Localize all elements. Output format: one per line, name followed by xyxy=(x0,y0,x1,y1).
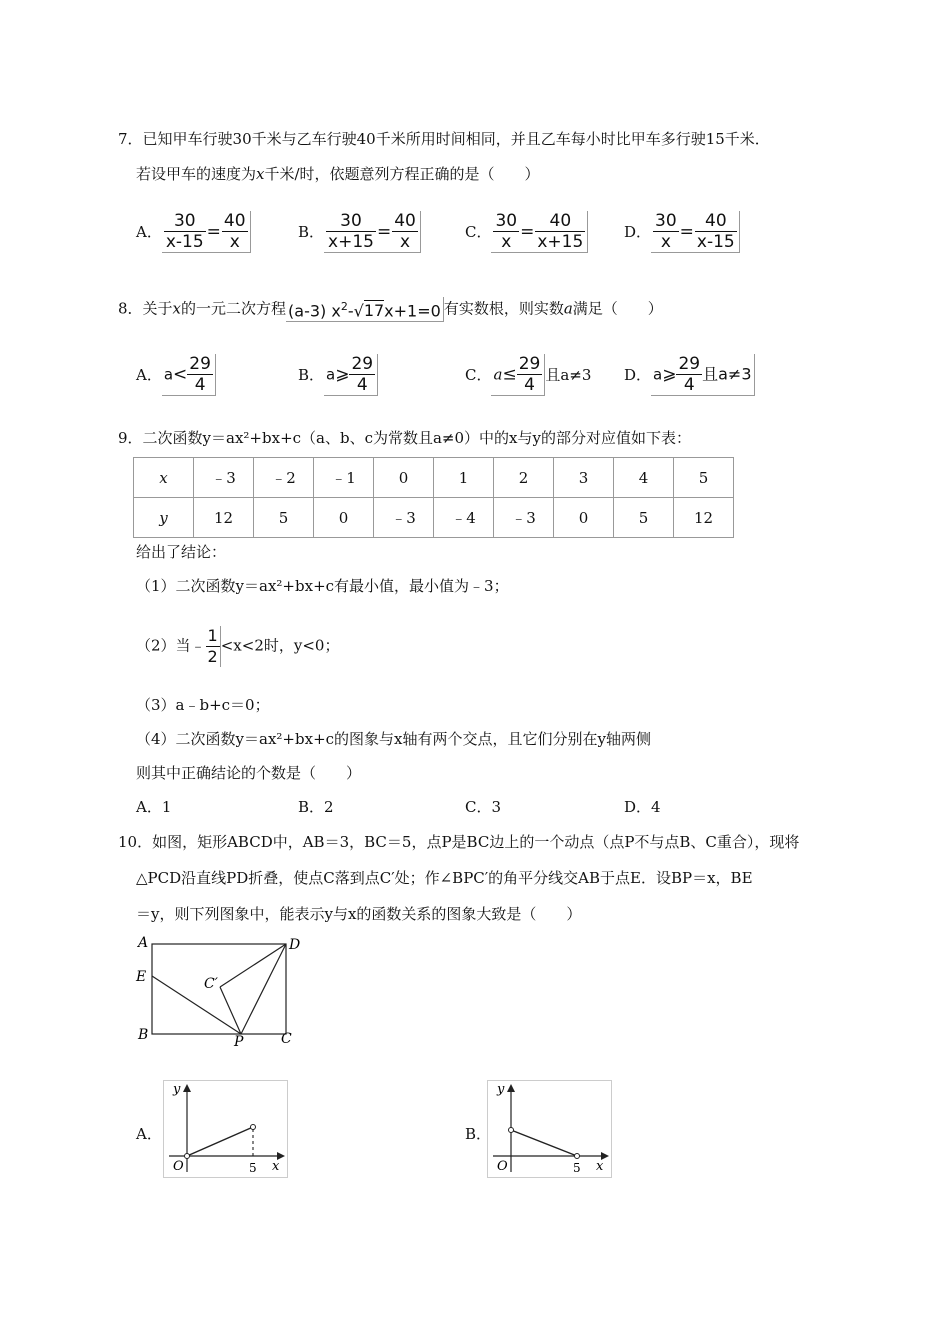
q8-option-a[interactable] xyxy=(136,354,216,396)
denominator: x-15 xyxy=(696,232,735,252)
q9-y-label: y xyxy=(134,498,194,538)
q9-option-c[interactable]: C．3 xyxy=(465,798,502,816)
q7-option-label: A． xyxy=(136,223,162,241)
equals-sign: = xyxy=(520,221,535,242)
q9-x-cell: 5 xyxy=(674,458,734,498)
q7-fraction-left xyxy=(653,211,679,252)
q8-equation xyxy=(286,297,444,322)
graph-a-open-point xyxy=(251,1125,256,1130)
label-b: B xyxy=(138,1027,149,1043)
q9-y-cell: ﹣3 xyxy=(374,498,434,538)
graph-a-x-label: x xyxy=(272,1159,280,1174)
q8-relation: ≤ xyxy=(502,364,517,385)
graph-a-y-label: y xyxy=(173,1082,181,1097)
q9-y-cell: ﹣3 xyxy=(494,498,554,538)
q7-equation xyxy=(651,211,740,253)
q9-conclusion-4: （4）二次函数y＝ax²+bx+c的图象与x轴有两个交点，且它们分别在y轴两侧 xyxy=(136,730,651,748)
q9-c2-den: 2 xyxy=(207,647,218,666)
denominator: x-15 xyxy=(165,232,204,252)
q7-fraction-right xyxy=(535,211,585,252)
denominator: x xyxy=(400,232,411,252)
q9-option-d[interactable]: D．4 xyxy=(624,798,661,816)
q9-x-cell: 0 xyxy=(374,458,434,498)
q9-x-cell: 1 xyxy=(434,458,494,498)
q10-rectangle-figure xyxy=(130,932,310,1050)
q8-extra: 且a≠3 xyxy=(545,366,592,384)
segment-c-prime-d xyxy=(220,944,286,987)
q8-inequality xyxy=(162,354,216,396)
q8-fraction xyxy=(187,354,213,395)
q9-x-label: x xyxy=(134,458,194,498)
q8-fraction xyxy=(517,354,543,395)
q8-lhs: a xyxy=(326,365,336,384)
graph-b-o-label: O xyxy=(497,1159,508,1174)
q10-line1: 10．如图，矩形ABCD中，AB＝3，BC＝5，点P是BC边上的一个动点（点P不与点B、C重合），现将 xyxy=(118,833,800,851)
q9-conclusion-1: （1）二次函数y＝ax²+bx+c有最小值，最小值为﹣3； xyxy=(136,577,509,595)
numerator: 30 xyxy=(495,211,518,231)
q9-y-cell: 5 xyxy=(614,498,674,538)
q8-eq-c: x+1=0 xyxy=(384,301,441,321)
q10-graph-b[interactable] xyxy=(487,1080,612,1178)
q7-option-label: D． xyxy=(624,223,652,241)
q10-line2: △PCD沿直线PD折叠，使点C落到点C′处；作∠BPC′的角平分线交AB于点E．设BP＝x，BE xyxy=(136,869,753,887)
q9-x-cell: ﹣2 xyxy=(254,458,314,498)
arrow-up-icon xyxy=(183,1084,191,1092)
q7-fraction-left xyxy=(493,211,519,252)
q8-inequality xyxy=(324,354,378,396)
q7-fraction-right xyxy=(392,211,418,252)
q7-option-d[interactable] xyxy=(624,211,740,253)
numerator: 30 xyxy=(655,211,677,231)
q10-line3: ＝y，则下列图象中，能表示y与x的函数关系的图象大致是（ ） xyxy=(136,905,582,923)
q8-option-label: C． xyxy=(465,366,492,384)
q9-x-cell: 2 xyxy=(494,458,554,498)
q8-eq-b: - xyxy=(347,301,354,321)
q8-var-a: a xyxy=(563,299,573,318)
q7-var-x: x xyxy=(256,165,265,183)
q9-x-cell: ﹣1 xyxy=(314,458,374,498)
q8-eq-a: (a-3) x xyxy=(288,301,341,321)
q8-var-x: x xyxy=(172,299,182,318)
denominator: x+15 xyxy=(537,232,584,252)
equals-sign: = xyxy=(206,221,221,242)
q8-stem xyxy=(118,297,663,322)
q9-intro: 9．二次函数y＝ax²+bx+c（a、b、c为常数且a≠0）中的x与y的部分对应值如下表： xyxy=(118,429,691,447)
q7-option-b[interactable] xyxy=(298,211,421,253)
graph-a-o-label: O xyxy=(173,1159,184,1174)
label-c-prime: C′ xyxy=(204,976,218,992)
q9-x-cell: 4 xyxy=(614,458,674,498)
denominator: 4 xyxy=(356,375,368,395)
q9-c2-pre: （2）当﹣ xyxy=(136,636,206,655)
q8-post2: 满足（ ） xyxy=(572,299,663,318)
q9-y-cell: 12 xyxy=(194,498,254,538)
numerator: 29 xyxy=(189,354,211,374)
q7-fraction-right xyxy=(695,211,737,252)
q7-fraction-left xyxy=(164,211,206,252)
q9-table-wrap xyxy=(133,457,734,538)
graph-b-y-label: y xyxy=(497,1082,505,1097)
q7-line1: 7．已知甲车行驶30千米与乙车行驶40千米所用时间相同，并且乙车每小时比甲车多行驶15千米． xyxy=(118,130,770,148)
q8-option-b[interactable] xyxy=(298,354,378,396)
q8-inequality xyxy=(491,354,545,396)
graph-a-line xyxy=(187,1127,253,1156)
q8-option-d[interactable] xyxy=(624,354,755,396)
label-a: A xyxy=(138,935,149,951)
q7-fraction-left xyxy=(326,211,376,252)
label-e: E xyxy=(136,969,147,985)
q7-equation xyxy=(324,211,421,253)
q7-option-label: C． xyxy=(465,223,492,241)
q10-option-b[interactable]: B． xyxy=(465,1125,492,1143)
q9-y-cell: 0 xyxy=(314,498,374,538)
denominator: x+15 xyxy=(328,232,374,252)
q9-y-cell: 0 xyxy=(554,498,614,538)
q8-fraction xyxy=(676,354,702,395)
numerator: 40 xyxy=(394,211,416,231)
q9-y-cell: 5 xyxy=(254,498,314,538)
segment-pd xyxy=(241,944,286,1034)
denominator: 4 xyxy=(524,375,535,395)
q8-mid: 的一元二次方程 xyxy=(181,299,287,318)
q8-relation: ⩾ xyxy=(335,364,350,385)
denominator: 4 xyxy=(194,375,206,395)
q9-y-cell: ﹣4 xyxy=(434,498,494,538)
sqrt-icon: √ xyxy=(353,301,364,321)
q9-row-x xyxy=(134,458,734,498)
q9-c2-num: 1 xyxy=(207,626,218,645)
graph-a-five: 5 xyxy=(249,1161,257,1175)
q9-y-cell: 12 xyxy=(674,498,734,538)
q9-row-y xyxy=(134,498,734,538)
arrow-up-icon xyxy=(507,1084,515,1092)
q9-c2-fraction xyxy=(206,626,221,667)
q9-conclusion-2 xyxy=(136,626,339,667)
q7-line2-pre: 若设甲车的速度为 xyxy=(136,165,257,183)
q8-option-label: B． xyxy=(298,366,325,384)
q8-pre: 8．关于 xyxy=(118,299,173,318)
graph-b-five: 5 xyxy=(573,1161,581,1175)
graph-a-origin-point xyxy=(185,1154,190,1159)
label-c: C xyxy=(281,1031,292,1047)
q8-option-label: D． xyxy=(624,366,652,384)
q7-fraction-right xyxy=(222,211,248,252)
q8-post: 有实数根，则实数 xyxy=(443,299,564,318)
q7-option-c[interactable] xyxy=(465,211,588,253)
q7-option-a[interactable] xyxy=(136,211,251,253)
q8-option-c[interactable] xyxy=(465,354,591,396)
graph-b-open-point-end xyxy=(575,1154,580,1159)
q10-graph-a[interactable] xyxy=(163,1080,288,1178)
numerator: 30 xyxy=(326,211,376,232)
numerator: 40 xyxy=(535,211,585,232)
q7-line2-post: 千米/时，依题意列方程正确的是（ ） xyxy=(264,165,540,183)
numerator: 29 xyxy=(678,354,701,374)
q9-x-cell: ﹣3 xyxy=(194,458,254,498)
q8-lhs: a xyxy=(653,365,663,384)
q8-inequality xyxy=(651,354,755,396)
q9-given: 给出了结论： xyxy=(136,543,227,561)
q7-equation xyxy=(162,211,251,253)
numerator: 29 xyxy=(351,354,374,374)
q7-equation xyxy=(491,211,588,253)
q9-ask: 则其中正确结论的个数是（ ） xyxy=(136,764,362,782)
q8-lhs: a xyxy=(493,365,503,384)
numerator: 30 xyxy=(164,211,206,232)
q8-extra: 且a≠3 xyxy=(702,364,752,384)
q7-line2 xyxy=(136,164,540,184)
q9-table xyxy=(133,457,734,538)
graph-b-open-point-start xyxy=(509,1128,514,1133)
label-d: D xyxy=(289,937,301,953)
equals-sign: = xyxy=(679,221,694,242)
equals-sign: = xyxy=(376,221,392,242)
q8-eq-sup: 2 xyxy=(340,300,348,313)
numerator: 40 xyxy=(223,211,246,231)
q8-eq-rad: 17 xyxy=(363,301,385,321)
denominator: x xyxy=(501,232,512,252)
q9-option-b[interactable]: B．2 xyxy=(298,798,334,816)
denominator: x xyxy=(229,232,240,252)
numerator: 40 xyxy=(695,211,737,232)
numerator: 29 xyxy=(518,354,541,374)
q9-x-cell: 3 xyxy=(554,458,614,498)
q10-option-a[interactable]: A． xyxy=(136,1125,162,1143)
graph-b-line xyxy=(511,1130,577,1156)
label-p: P xyxy=(234,1034,244,1050)
q9-option-a[interactable]: A．1 xyxy=(136,798,172,816)
q7-option-label: B． xyxy=(298,223,325,241)
q8-fraction xyxy=(349,354,375,395)
denominator: 4 xyxy=(683,375,695,395)
q9-c2-post: <x<2时，y<0； xyxy=(220,636,340,655)
graph-b-x-label: x xyxy=(596,1159,604,1174)
q9-conclusion-3: （3）a﹣b+c＝0； xyxy=(136,696,270,714)
q8-relation: < xyxy=(173,364,188,385)
q8-relation: ⩾ xyxy=(662,364,677,385)
q8-option-label: A． xyxy=(136,366,162,384)
q8-lhs: a xyxy=(163,365,174,384)
denominator: x xyxy=(660,232,671,252)
